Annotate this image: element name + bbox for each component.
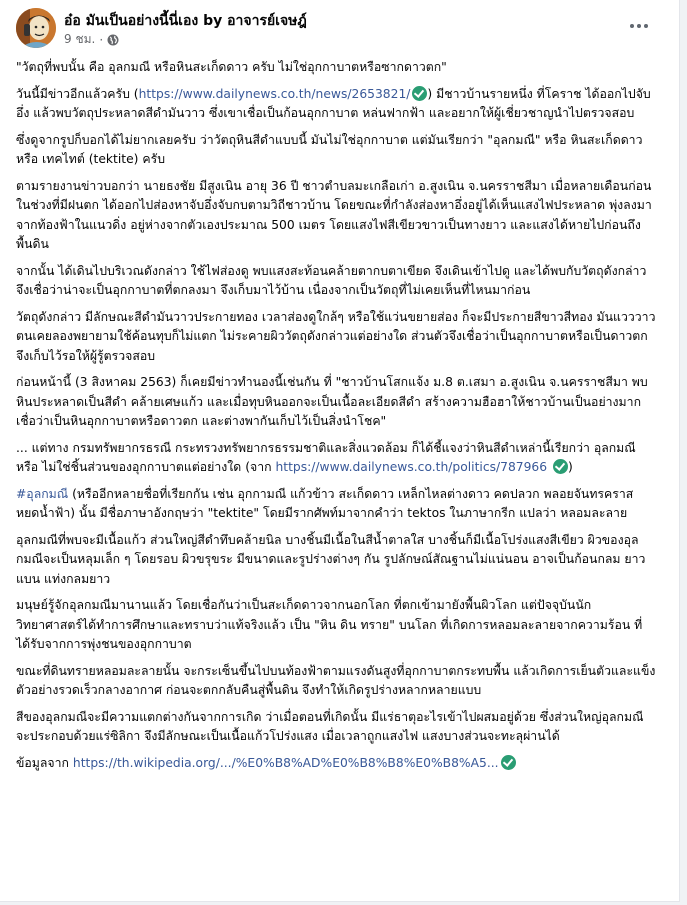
paragraph-11: มนุษย์รู้จักอุลกมณีมานานแล้ว โดยเชื่อกันว่าเป็นสะเก็ดดาวจากนอกโลก ที่ตกเข้ามายังพื้นผิวโลก แต่ปัจจุบันนักวิทยาศาสตร์ได้ทำการศึกษาและทราบว่าแท้จริงแล้ว เป็น "หิน ดิน ทราย" บนโลก ที่เกิดการหลอมละลายจากความร้อน ที่ได้รับจากการพุ่งชนของอุกกาบาต (16, 598, 643, 651)
post-time[interactable]: 9 ชม. (64, 32, 96, 46)
paragraph-14 (16, 754, 656, 774)
dot (637, 24, 641, 28)
dot (630, 24, 634, 28)
text: วันนี้มีข่าวอีกแล้วครับ ( (16, 86, 139, 101)
wikipedia-link[interactable]: https://th.wikipedia.org/.../%E0%B8%AD%E0%B8%B8%E0%B8%A5... (72, 755, 499, 770)
paragraph-7: ก่อนหน้านี้ (3 สิงหาคม 2563) ก็เคยมีข่าวทำนองนี้เช่นกัน ที่ "ชาวบ้านโสกแจ้ง ม.8 ต.เสมา อ.สูงเนิน จ.นครราชสีมา พบหินประหลาดเป็นสีดำ คล้ายเศษแก้ว และเมื่อทุบหินออกจะเป็นเนื้อละเอียดสีดำ สร้างความฮือฮาให้ชาวบ้านเป็นอย่างมาก เชื่อว่าเป็นหินอุกกาบาตหรือดาวตก และต่างพากันเก็บไว้เป็นสิ่งนำโชค" (16, 375, 648, 428)
post-body (16, 58, 656, 780)
author-name[interactable]: อ๋อ มันเป็นอย่างนี้นี่เอง by อาจารย์เจษฎ์ (64, 13, 307, 29)
text: ) (568, 460, 573, 474)
paragraph-9 (16, 485, 656, 524)
avatar-illustration-icon (16, 8, 56, 48)
hashtag-link[interactable]: #อุลกมณี (16, 486, 69, 501)
paragraph-10: อุลกมณีที่พบจะมีเนื้อแก้ว ส่วนใหญ่สีดำทึบคล้ายนิล บางชิ้นมีเนื้อในสีน้ำตาลใส บางชิ้นก็มีเนื้อโปร่งแสงสีเขียว ผิวของอุลกมณีจะเป็นหลุมเล็ก ๆ โดยรอบ ผิวขรุขระ มีขนาดและรูปร่างต่างๆ กัน รูปลักษณ์สัณฐานไม่แน่นอน อาจเป็นก้อนกลม ยาวแบน แท่งกลมยาว (16, 532, 646, 586)
verified-check-icon (553, 459, 568, 474)
dot (644, 24, 648, 28)
dailynews-link-1[interactable]: https://www.dailynews.co.th/news/2653821/ (138, 86, 411, 101)
text: (หรืออีกหลายชื่อที่เรียกกัน เช่น อุกกามณี แก้วข้าว สะเก็ดดาว เหล็กไหลต่างดาว คดปลวก พลอยจันทรคราส หยดน้ำฟ้า) นั้น มีชื่อภาษาอังกฤษว่า "tektite" โดยมีรากศัพท์มาจากคำว่า tektos ในภาษากรีก แปลว่า หลอมละลาย (16, 486, 634, 520)
text: ข้อมูลจาก (16, 755, 73, 770)
paragraph-13: สีของอุลกมณีจะมีความแตกต่างกันจากการเกิด ว่าเมื่อตอนที่เกิดนั้น มีแร่ธาตุอะไรเข้าไปผสมอยู่ด้วย ซึ่งส่วนใหญ่อุลกมณีจะประกอบด้วยแร่ซิลิกา จึงมีลักษณะเป็นเนื้อแก้วโปร่งแสง เมื่อเวลาถูกแสงไฟ แสงบางส่วนจะทะลุผ่านได้ (16, 709, 644, 743)
verified-check-icon (501, 755, 516, 770)
post-header (0, 0, 679, 54)
text: ... แต่ทาง กรมทรัพยากรธรณี กระทรวงทรัพยากรธรรมชาติและสิ่งแวดล้อม ก็ได้ชี้แจงว่าหินสีดำเหล่านี้เรียกว่า อุลกมณี หรือ ไม่ใช่ชิ้นส่วนของอุกกาบาตแต่อย่างใด (จาก (16, 440, 636, 474)
paragraph-8 (16, 439, 656, 478)
paragraph-5: จากนั้น ได้เดินไปบริเวณดังกล่าว ใช้ไฟส่องดู พบแสงสะท้อนคล้ายตากบตาเขียด จึงเดินเข้าไปดู และได้พบกับวัตถุดังกล่าว จึงเชื่อว่าน่าจะเป็นอุกกาบาตที่ตกลงมา จึงเก็บมาไว้บ้าน เนื่องจากเป็นวัตถุที่ไม่เคยเห็นที่ไหนมาก่อน (16, 263, 647, 297)
paragraph-2 (16, 85, 656, 124)
text: ) มีชาวบ้านรายหนึ่ง ที่โคราช ได้ออกไปจับอึ่ง แล้วพบวัตถุประหลาดสีดำมันวาว ซึ่งเขาเชื่อเป็นก้อนอุกกาบาต หล่นฟากฟ้า และอยากให้ผู้เชี่ยวชาญนำไปตรวจสอบ (16, 86, 651, 120)
paragraph-1: "วัตถุที่พบนั้น คือ อุลกมณี หรือหินสะเก็ดดาว ครับ ไม่ใช่อุกกาบาตหรือซากดาวตก" (16, 60, 447, 74)
paragraph-12: ขณะที่ดินทรายหลอมละลายนั้น จะกระเซ็นขึ้นไปบนท้องฟ้าตามแรงดันสูงที่อุกกาบาตกระทบพื้น แล้วเกิดการเย็นตัวและแข็งตัวอย่างรวดเร็วกลางอากาศ ก่อนจะตกกลับคืนสู่พื้นดิน จึงทำให้เกิดรูปร่างหลากหลายแบบ (16, 663, 656, 697)
paragraph-4: ตามรายงานข่าวบอกว่า นายธงชัย มีสูงเนิน อายุ 36 ปี ชาวตำบลมะเกลือเก่า อ.สูงเนิน จ.นครราชสีมา เมื่อหลายเดือนก่อน ในช่วงที่มีฝนตก ได้ออกไปส่องหาจับอึ่งจับกบตามวิถีชาวบ้าน โดยขณะที่กำลังส่องหาอึ่งอยู่ได้เห็นแสงไฟประหลาด พุ่งลงมาจากท้องฟ้าในแนวดิ่ง อยู่ห่างจากตัวเองประมาณ 500 เมตร โดยแสงไฟสีเขียวขาวเป็นทางยาว และแสงได้หายไปก่อนถึงพื้นดิน (16, 178, 652, 251)
more-options-button[interactable] (627, 14, 651, 38)
meta-separator: · (99, 32, 104, 47)
paragraph-3: ซึ่งดูจากรูปก็บอกได้ไม่ยากเลยครับ ว่าวัตถุหินสีดำแบบนี้ มันไม่ใช่อุกกาบาต แต่มันเรียกว่า "อุลกมณี" หรือ หินสะเก็ดดาว หรือ เทคไทต์ (tektite) ครับ (16, 132, 643, 166)
post-meta (64, 30, 119, 49)
globe-icon[interactable] (107, 34, 119, 46)
verified-check-icon (412, 86, 427, 101)
dailynews-link-2[interactable]: https://www.dailynews.co.th/politics/787966 (275, 460, 548, 474)
author-avatar[interactable] (16, 8, 56, 48)
paragraph-6: วัตถุดังกล่าว มีลักษณะสีดำมันวาวประกายทอง เวลาส่องดูใกล้ๆ หรือใช้แว่นขยายส่อง ก็จะมีประกายสีขาวสีทอง มันแวววาว ตนเคยลองพยายามใช้ค้อนทุบก็ไม่แตก ไม่ระคายผิววัตถุดังกล่าวแต่อย่างใด ส่วนตัวจึงเชื่อว่าเป็นอุกกาบาตหรือเป็นดาวตก จึงเก็บไว้รอให้ผู้รู้ตรวจสอบ (16, 309, 656, 363)
